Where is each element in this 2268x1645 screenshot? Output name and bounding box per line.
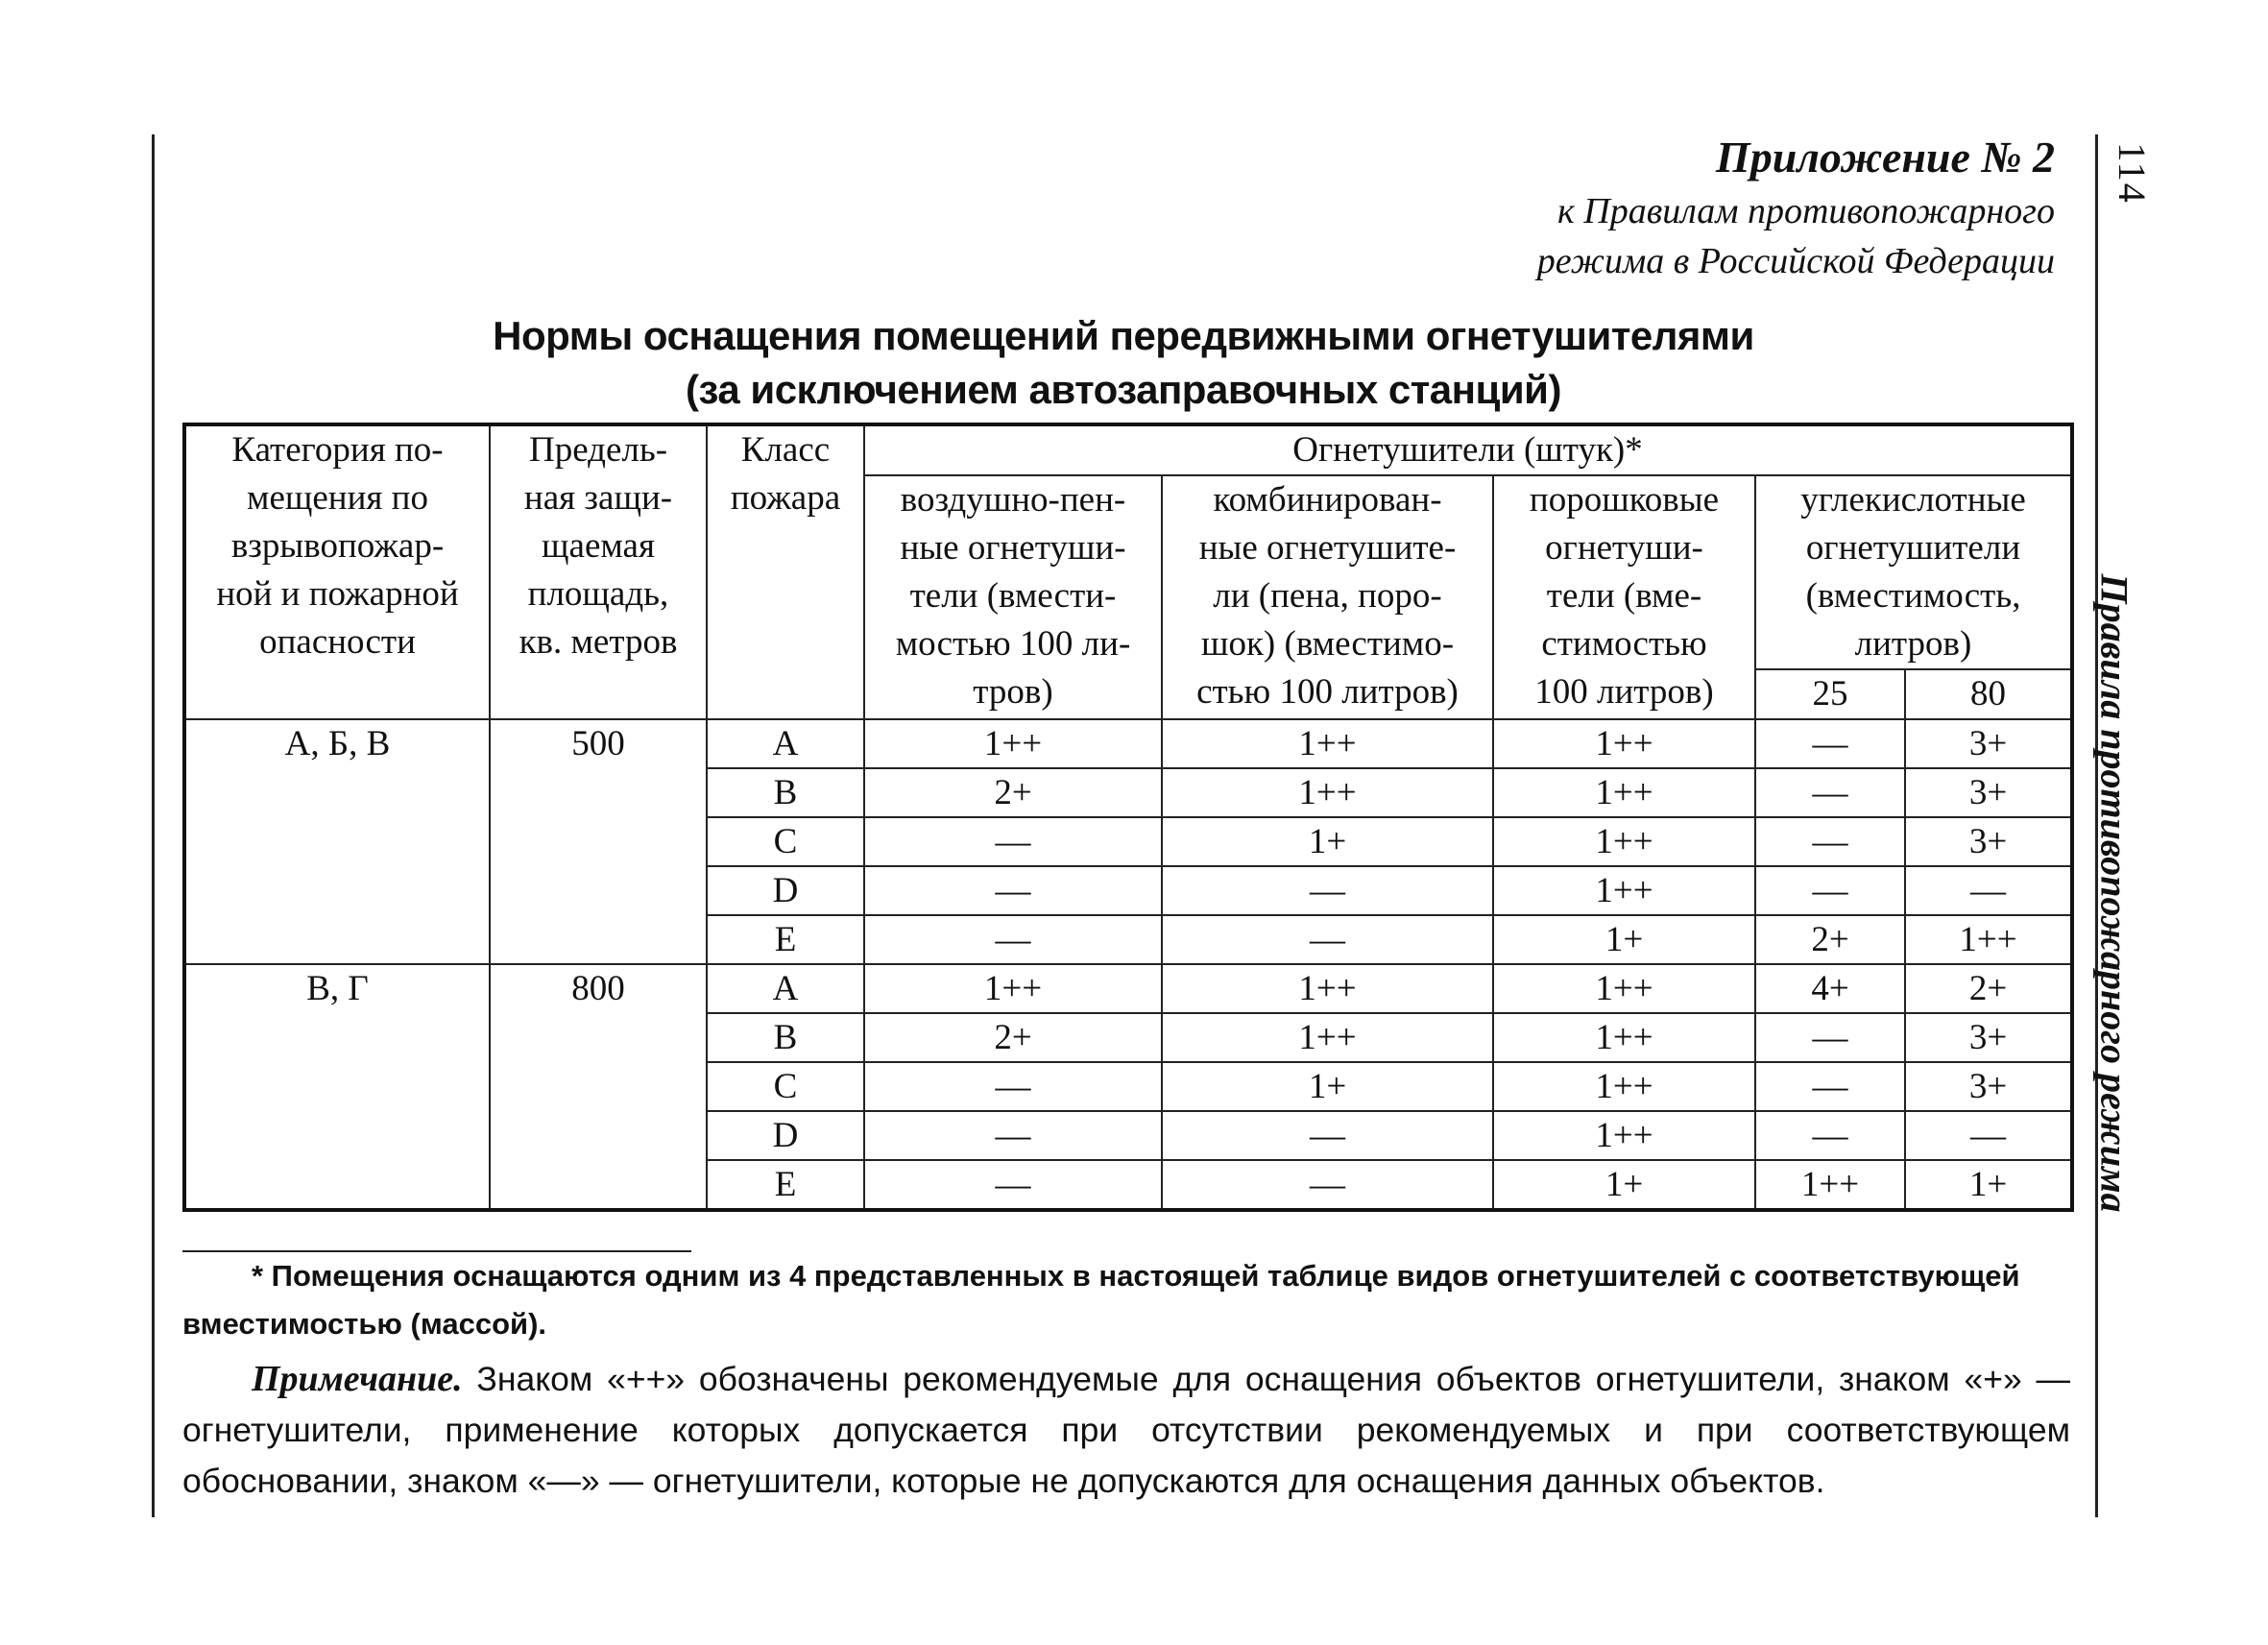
header-fire-class: Класс пожара xyxy=(707,424,864,719)
note-label: Примечание. xyxy=(252,1359,463,1399)
header-co2-80: 80 xyxy=(1905,669,2072,719)
cell-co2-80: 1++ xyxy=(1905,915,2072,964)
cell-cls: Е xyxy=(707,1160,864,1210)
cell-combined: — xyxy=(1162,866,1493,915)
header-combined: комбинирован- ные огнетушите- ли (пена, поро- шок) (вместимо- стью 100 литров) xyxy=(1162,475,1493,719)
header-category: Категория по- мещения по взрывопожар- ной и пожарной опасности xyxy=(184,424,490,719)
cell-co2-25: — xyxy=(1755,719,1905,768)
cell-co2-25: 2+ xyxy=(1755,915,1905,964)
header-co2: углекислотные огнетушители (вместимость, литров) xyxy=(1755,475,2072,669)
cell-powder: 1++ xyxy=(1493,719,1755,768)
cell-powder: 1++ xyxy=(1493,768,1755,817)
cell-combined: — xyxy=(1162,915,1493,964)
cell-co2-80: — xyxy=(1905,1111,2072,1160)
cell-cls: D xyxy=(707,866,864,915)
cell-co2-80: 3+ xyxy=(1905,719,2072,768)
cell-powder: 1+ xyxy=(1493,915,1755,964)
left-margin-rule xyxy=(152,134,155,1517)
cell-air-foam: — xyxy=(864,915,1162,964)
appendix-line-1: к Правилам противопожарного xyxy=(1556,191,2055,231)
cell-powder: 1++ xyxy=(1493,817,1755,866)
page-number xyxy=(2103,134,2160,211)
appendix-line-2: режима в Российской Федерации xyxy=(1536,241,2055,281)
cell-air-foam: — xyxy=(864,866,1162,915)
cell-co2-25: — xyxy=(1755,1013,1905,1062)
cell-combined: 1++ xyxy=(1162,1013,1493,1062)
header-powder: порошковые огнетуши- тели (вме- стимостью 100 литров) xyxy=(1493,475,1755,719)
header-area: Предель- ная защи- щаемая площадь, кв. метров xyxy=(490,424,707,719)
cell-air-foam: 2+ xyxy=(864,768,1162,817)
category-cell: А, Б, В xyxy=(184,719,490,964)
cell-cls: В xyxy=(707,1013,864,1062)
cell-co2-80: 3+ xyxy=(1905,1062,2072,1111)
category-cell: В, Г xyxy=(184,964,490,1210)
cell-co2-80: — xyxy=(1905,866,2072,915)
cell-cls: А xyxy=(707,719,864,768)
cell-powder: 1++ xyxy=(1493,866,1755,915)
footnote: * Помещения оснащаются одним из 4 представленных в настоящей таблице видов огнетушителей с соответствующей вместимостью (массой). xyxy=(182,1259,2020,1341)
cell-powder: 1+ xyxy=(1493,1160,1755,1210)
cell-powder: 1++ xyxy=(1493,1062,1755,1111)
cell-co2-80: 1+ xyxy=(1905,1160,2072,1210)
cell-combined: 1++ xyxy=(1162,719,1493,768)
cell-air-foam: 1++ xyxy=(864,964,1162,1013)
header-extinguishers: Огнетушители (штук)* xyxy=(864,424,2072,475)
cell-cls: D xyxy=(707,1111,864,1160)
note-paragraph xyxy=(182,1354,2070,1507)
cell-air-foam: — xyxy=(864,1160,1162,1210)
note-text: Знаком «++» обозначены рекомендуемые для оснащения объектов огнетушители, знаком «+» — огнетушители, применение которых допускается при отсутствии рекомендуемых и при соответствующем обосновании, знаком «—» — огнетушители, которые не допускаются для оснащения данных объектов. xyxy=(182,1360,2070,1500)
cell-powder: 1++ xyxy=(1493,1013,1755,1062)
cell-air-foam: — xyxy=(864,1062,1162,1111)
heading-line-1: Нормы оснащения помещений передвижными огнетушителями xyxy=(493,313,1754,358)
appendix-header xyxy=(1537,129,2055,286)
cell-combined: 1++ xyxy=(1162,964,1493,1013)
cell-co2-25: — xyxy=(1755,768,1905,817)
cell-air-foam: — xyxy=(864,817,1162,866)
table-row xyxy=(184,964,2072,1013)
cell-cls: С xyxy=(707,817,864,866)
cell-air-foam: — xyxy=(864,1111,1162,1160)
header-air-foam: воздушно-пен- ные огнетуши- тели (вмести- мостью 100 ли- тров) xyxy=(864,475,1162,719)
cell-co2-80: 3+ xyxy=(1905,817,2072,866)
page-number-text: 114 xyxy=(2110,141,2154,205)
cell-co2-25: — xyxy=(1755,1111,1905,1160)
side-title-text: Правила противопожарного режима xyxy=(2092,573,2136,1213)
cell-co2-25: 1++ xyxy=(1755,1160,1905,1210)
cell-cls: Е xyxy=(707,915,864,964)
cell-co2-25: — xyxy=(1755,1062,1905,1111)
heading-line-2: (за исключением автозаправочных станций) xyxy=(686,367,1561,412)
cell-co2-25: 4+ xyxy=(1755,964,1905,1013)
cell-combined: — xyxy=(1162,1111,1493,1160)
cell-cls: С xyxy=(707,1062,864,1111)
header-co2-25: 25 xyxy=(1755,669,1905,719)
cell-cls: В xyxy=(707,768,864,817)
extinguisher-norms-table xyxy=(182,423,2074,1212)
cell-powder: 1++ xyxy=(1493,1111,1755,1160)
cell-cls: А xyxy=(707,964,864,1013)
cell-combined: 1+ xyxy=(1162,1062,1493,1111)
document-heading xyxy=(182,309,2064,417)
cell-co2-80: 3+ xyxy=(1905,1013,2072,1062)
table-row xyxy=(184,719,2072,768)
cell-air-foam: 2+ xyxy=(864,1013,1162,1062)
cell-co2-25: — xyxy=(1755,866,1905,915)
cell-co2-80: 2+ xyxy=(1905,964,2072,1013)
cell-co2-25: — xyxy=(1755,817,1905,866)
cell-air-foam: 1++ xyxy=(864,719,1162,768)
cell-powder: 1++ xyxy=(1493,964,1755,1013)
cell-combined: — xyxy=(1162,1160,1493,1210)
cell-combined: 1++ xyxy=(1162,768,1493,817)
area-cell: 800 xyxy=(490,964,707,1210)
cell-combined: 1+ xyxy=(1162,817,1493,866)
cell-co2-80: 3+ xyxy=(1905,768,2072,817)
area-cell: 500 xyxy=(490,719,707,964)
appendix-title: Приложение № 2 xyxy=(1715,133,2055,181)
